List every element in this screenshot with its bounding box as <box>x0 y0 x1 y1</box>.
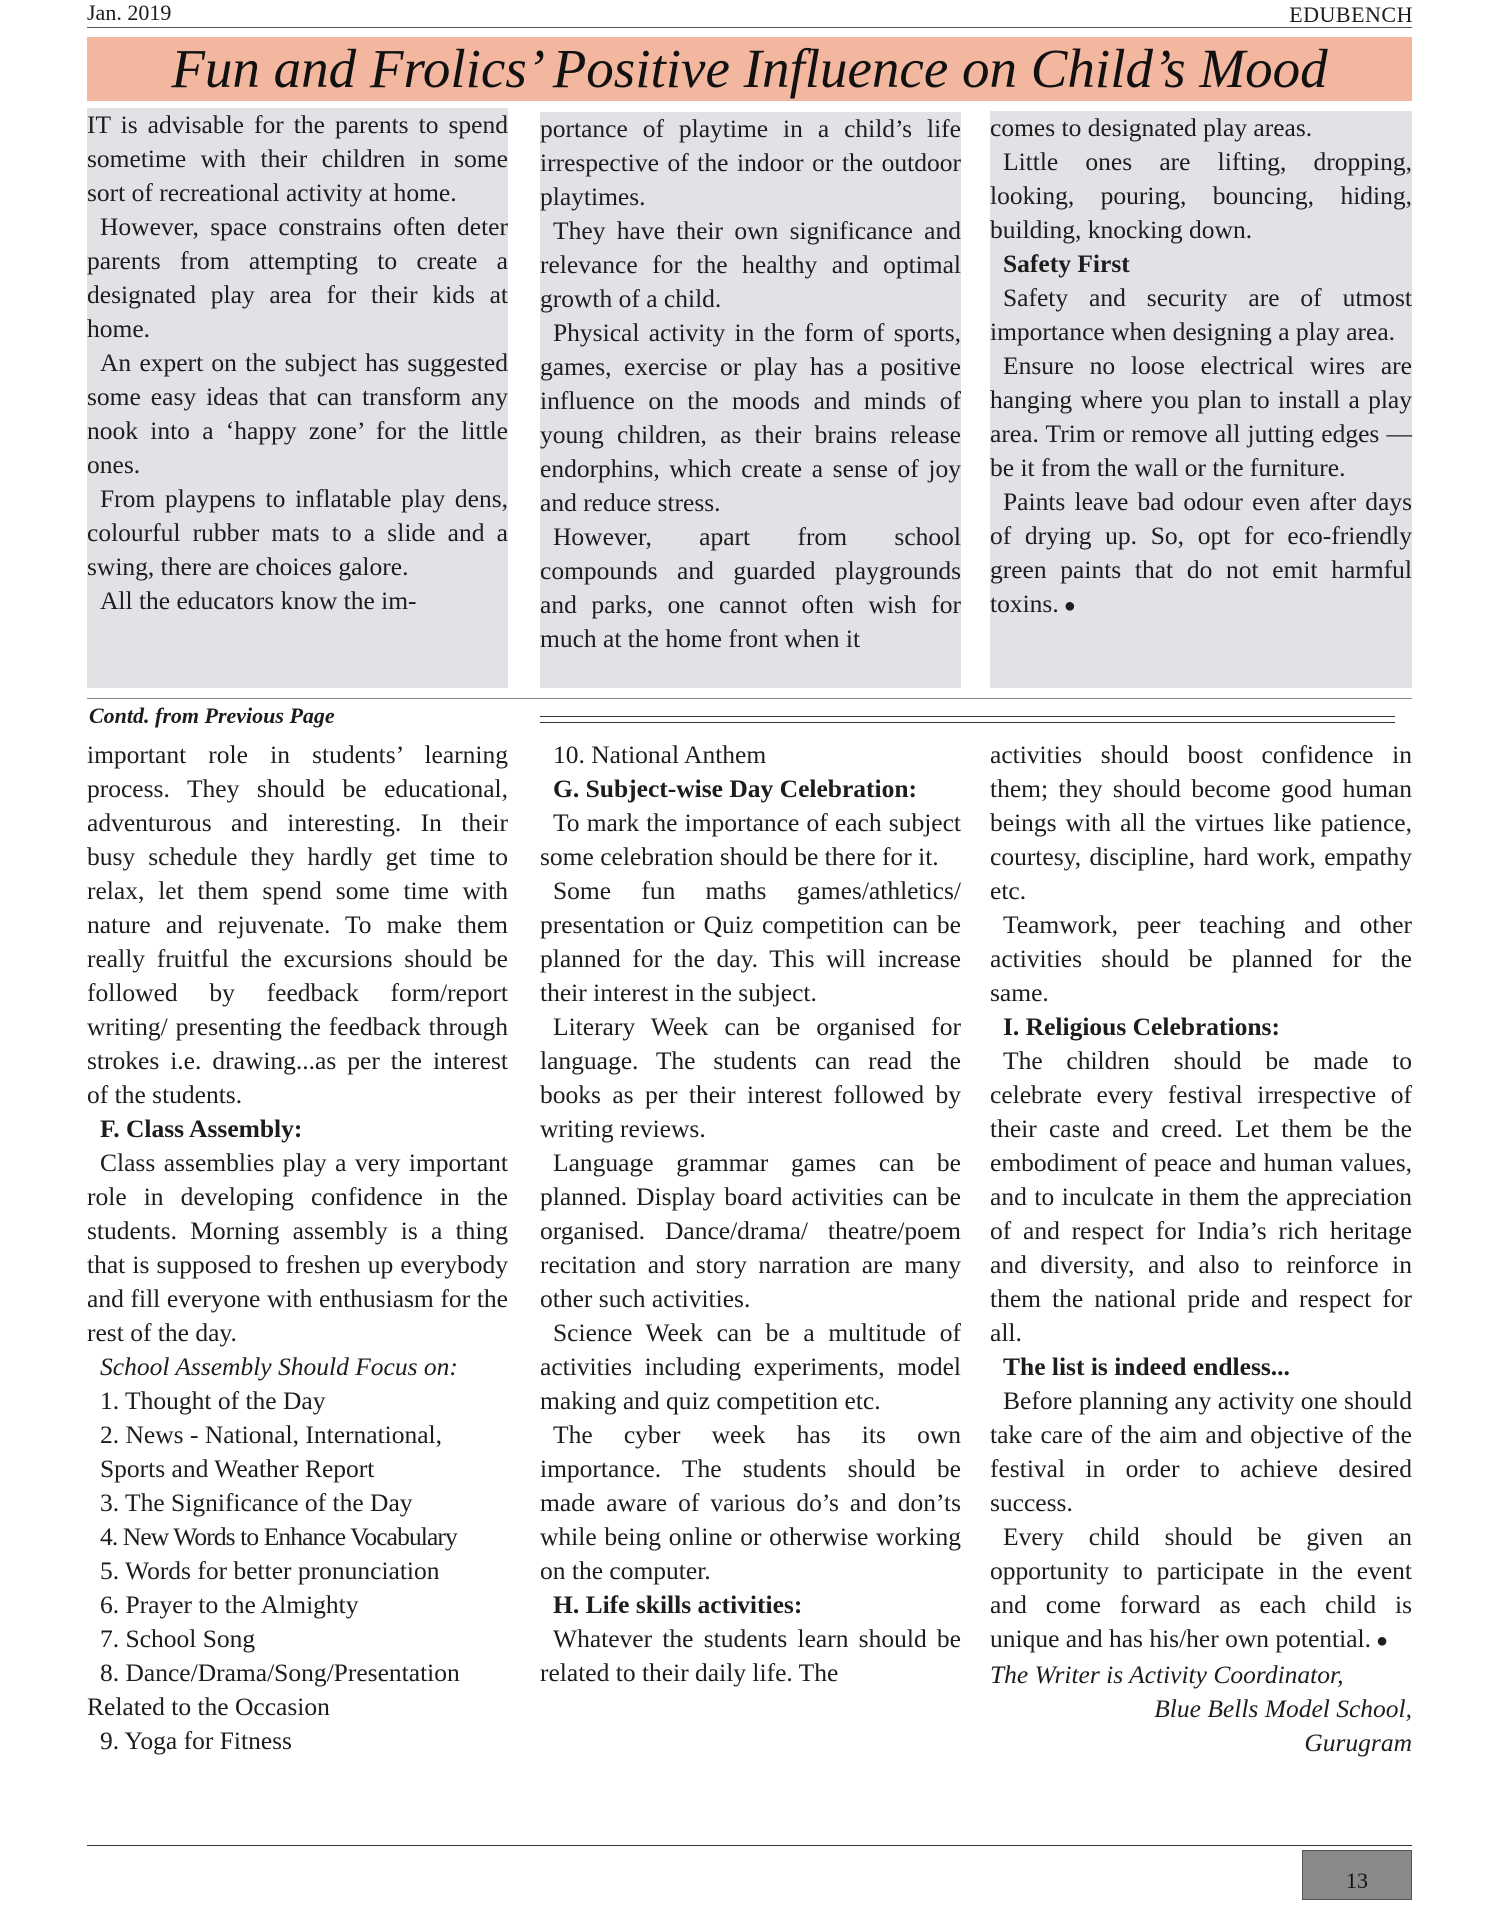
paragraph: Physical activity in the form of sports, games, exercise or play has a positive influence on the moods and minds of young children, as their brains release endorphins, which create a sense of joy and reduce stress. <box>540 318 961 517</box>
section-heading: H. Life skills activities: <box>553 1590 803 1619</box>
publication-name: EDUBENCH <box>1289 2 1413 27</box>
list-item: 5. Words for better pronunciation <box>100 1556 440 1585</box>
article-title: Fun and Frolics’ Positive Influence on Child’s Mood <box>171 38 1328 99</box>
section-heading: I. Religious Celebrations: <box>1003 1012 1280 1041</box>
continued-label: Contd. from Previous Page <box>89 703 335 728</box>
paragraph: Language grammar games can be planned. Display board activities can be organised. Dance/drama/ theatre/poem recitation and story narration are many other such activities. <box>540 1148 961 1313</box>
header-rule <box>87 27 1412 28</box>
list-item: Related to the Occasion <box>87 1692 330 1721</box>
paragraph: Teamwork, peer teaching and other activities should be planned for the same. <box>990 910 1412 1007</box>
writer-credit-line: Gurugram <box>1304 1728 1412 1757</box>
list-item: 9. Yoga for Fitness <box>100 1726 292 1755</box>
paragraph: activities should boost confidence in them; they should become good human beings with all the virtues like patience, courtesy, discipline, hard work, empathy etc. <box>990 740 1412 905</box>
paragraph: From playpens to inflatable play dens, colourful rubber mats to a slide and a swing, there are choices galore. <box>87 484 508 581</box>
paragraph: Some fun maths games/athletics/ presentation or Quiz competition can be planned for the day. This will increase their interest in the subject. <box>540 876 961 1007</box>
paragraph: Before planning any activity one should take care of the aim and objective of the festival in order to achieve desired success. <box>990 1386 1412 1517</box>
paragraph: Little ones are lifting, dropping, looking, pouring, bouncing, hiding, building, knocking down. <box>990 147 1412 244</box>
section-divider <box>87 698 1412 699</box>
paragraph: All the educators know the im- <box>100 586 417 615</box>
article-column-1 <box>87 738 508 1758</box>
writer-credit-line: Blue Bells Model School, <box>1154 1694 1412 1723</box>
paragraph: However, space constrains often deter parents from attempting to create a designated play area for their kids at home. <box>87 212 508 343</box>
paragraph: portance of playtime in a child’s life irrespective of the indoor or the outdoor playtimes. <box>540 114 961 211</box>
paragraph: They have their own significance and relevance for the healthy and optimal growth of a child. <box>540 216 961 313</box>
list-item: 3. The Significance of the Day <box>100 1488 413 1517</box>
boxed-column-1 <box>87 108 508 688</box>
paragraph: Class assemblies play a very important role in developing confidence in the students. Morning assembly is a thing that is supposed to freshen up everybody and fill everyone with enthusiasm for the rest of the day. <box>87 1148 508 1347</box>
paragraph: comes to designated play areas. <box>990 113 1313 142</box>
article-column-3 <box>990 738 1412 1760</box>
paragraph: However, apart from school compounds and guarded playgrounds and parks, one cannot often wish for much at the home front when it <box>540 522 961 653</box>
boxed-column-2 <box>540 112 961 688</box>
double-rule-bottom <box>540 722 1395 723</box>
boxed-column-3 <box>990 111 1412 688</box>
paragraph: important role in students’ learning process. They should be educational, adventurous and interesting. In their busy schedule they hardly get time to relax, let them spend some time with nature and rejuvenate. To make them really fruitful the excursions should be followed by feedback form/report writing/ presenting the feedback through strokes i.e. drawing...as per the interest of the students. <box>87 740 508 1109</box>
paragraph: Ensure no loose electrical wires are hanging where you plan to install a play area. Trim or remove all jutting edges — be it from the wall or the furniture. <box>990 351 1412 482</box>
section-heading: F. Class Assembly: <box>100 1114 303 1143</box>
paragraph: The cyber week has its own importance. The students should be made aware of various do’s and don’ts while being online or otherwise working on the computer. <box>540 1420 961 1585</box>
list-item: 7. School Song <box>100 1624 256 1653</box>
paragraph: Every child should be given an opportunity to participate in the event and come forward as each child is unique and has his/her own potential. ● <box>990 1520 1412 1658</box>
paragraph: Safety and security are of utmost importance when designing a play area. <box>990 283 1412 346</box>
paragraph: Paints leave bad odour even after days of drying up. So, opt for eco-friendly green paints that do not emit harmful toxins. ● <box>990 485 1412 623</box>
article-column-2 <box>540 738 961 1690</box>
paragraph: Whatever the students learn should be related to their daily life. The <box>540 1624 961 1687</box>
section-heading: G. Subject-wise Day Celebration: <box>553 774 918 803</box>
footer-rule <box>87 1845 1412 1846</box>
issue-date: Jan. 2019 <box>87 0 172 25</box>
list-item: 2. News - National, International, <box>100 1420 443 1449</box>
list-item: 10. National Anthem <box>553 740 767 769</box>
writer-credit-line: The Writer is Activity Coordinator, <box>990 1660 1344 1689</box>
double-rule-top <box>540 716 1395 717</box>
list-item: 8. Dance/Drama/Song/Presentation <box>100 1658 460 1687</box>
section-heading: The list is indeed endless... <box>1003 1352 1290 1381</box>
paragraph: Literary Week can be organised for language. The students can read the books as per their interest followed by writing reviews. <box>540 1012 961 1143</box>
paragraph: To mark the importance of each subject some celebration should be there for it. <box>540 808 961 871</box>
list-item: 6. Prayer to the Almighty <box>100 1590 359 1619</box>
focus-label: School Assembly Should Focus on: <box>100 1352 458 1381</box>
section-heading: Safety First <box>1003 249 1130 278</box>
paragraph: An expert on the subject has suggested some easy ideas that can transform any nook into a ‘happy zone’ for the little ones. <box>87 348 508 479</box>
list-item: Sports and Weather Report <box>100 1454 375 1483</box>
page-number: 13 <box>1302 1850 1412 1900</box>
paragraph: IT is advisable for the parents to spend sometime with their children in some sort of recreational activity at home. <box>87 110 508 207</box>
list-item: 1. Thought of the Day <box>100 1386 326 1415</box>
paragraph: Science Week can be a multitude of activities including experiments, model making and quiz competition etc. <box>540 1318 961 1415</box>
paragraph: The children should be made to celebrate every festival irrespective of their caste and creed. Let them be the embodiment of peace and human values, and to inculcate in them the appreciation of and respect for India’s rich heritage and diversity, and also to reinforce in them the national pride and respect for all. <box>990 1046 1412 1347</box>
list-item: 4. New Words to Enhance Vocabulary <box>100 1522 457 1551</box>
article-title-band <box>87 37 1412 101</box>
